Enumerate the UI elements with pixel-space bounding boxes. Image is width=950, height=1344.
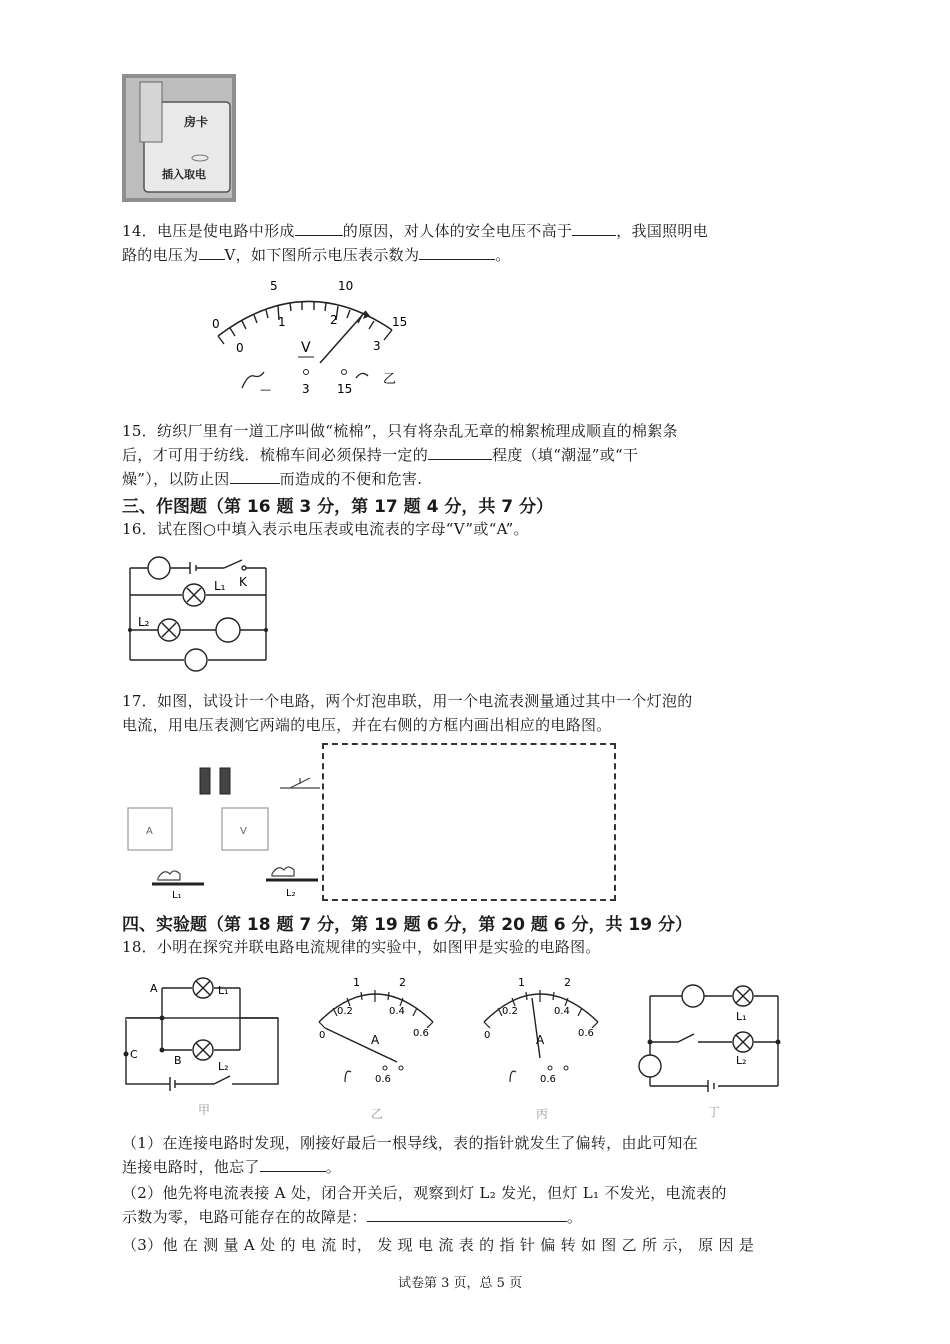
section4-title: 四、实验题（第 18 题 7 分，第 19 题 6 分，第 20 题 6 分，共 19 分） bbox=[122, 915, 692, 935]
voltmeter-pointer bbox=[320, 311, 366, 363]
q15-line3: 燥”），以防止因 而造成的不便和危害. bbox=[122, 470, 423, 488]
q18-p3-line1: （3）他 在 测 量 A 处 的 电 流 时， 发 现 电 流 表 的 指 针 偏 转 如 图 乙 所 示， 原 因 是 bbox=[122, 1236, 755, 1254]
q16-circuit bbox=[124, 550, 274, 670]
yi-outer-1: 1 bbox=[353, 976, 360, 989]
bing-caption: 丙 bbox=[536, 1107, 549, 1121]
terminal-15: 15 bbox=[337, 382, 353, 396]
yi-scale-02: 0.2 bbox=[337, 1006, 353, 1017]
bing-outer-1: 1 bbox=[518, 976, 525, 989]
q15-line2: 后，才可用于纺线．梳棉车间必须保持一定的 程度（填“潮湿”或“干 bbox=[122, 446, 639, 464]
q18-p1-line2: 连接电路时，他忘了 。 bbox=[122, 1158, 342, 1176]
q15-line1: 15．纺织厂里有一道工序叫做“梳棉”，只有将杂乱无章的棉絮梳理成顺直的棉絮条 bbox=[122, 422, 678, 440]
yi-scale-04: 0.4 bbox=[389, 1006, 405, 1017]
q15-blank-1[interactable] bbox=[428, 445, 492, 460]
ding-caption: 丁 bbox=[708, 1105, 721, 1119]
q14-line2: 路的电压为 V，如下图所示电压表示数为 。 bbox=[122, 246, 511, 264]
jia-label-l1: L₁ bbox=[218, 984, 229, 997]
bing-scale-0: 0 bbox=[484, 1030, 491, 1041]
terminal-negative: — bbox=[260, 383, 271, 396]
q18-p2-line2: 示数为零，电路可能存在的故障是： 。 bbox=[122, 1208, 583, 1226]
q18-intro: 18．小明在探究并联电路电流规律的实验中，如图甲是实验的电路图。 bbox=[122, 938, 601, 956]
terminal-3: 3 bbox=[302, 382, 310, 396]
bing-outer-2: 2 bbox=[564, 976, 571, 989]
v-bottom-tick-0: 0 bbox=[236, 341, 244, 355]
bing-symbol: A bbox=[536, 1033, 545, 1047]
room-card-photo bbox=[122, 74, 236, 202]
bing-scale-06: 0.6 bbox=[578, 1028, 594, 1039]
q17-ammeter-label: A bbox=[146, 826, 153, 837]
q14-line1: 14．电压是使电路中形成 的原因，对人体的安全电压不高于 ，我国照明电 bbox=[122, 222, 709, 240]
q17-line2: 电流，用电压表测它两端的电压，并在右侧的方框内画出相应的电路图。 bbox=[122, 716, 612, 734]
yi-pointer bbox=[325, 1028, 397, 1062]
yi-caption: 乙 bbox=[371, 1107, 384, 1121]
v-top-tick-15: 15 bbox=[392, 315, 408, 329]
q16-lamp2-label: L₂ bbox=[138, 615, 150, 629]
page-footer: 试卷第 3 页，总 5 页 bbox=[398, 1276, 523, 1291]
q17-lamp1-label: L₁ bbox=[172, 890, 182, 901]
yi-outer-2: 2 bbox=[399, 976, 406, 989]
voltmeter-fig-label: 乙 bbox=[383, 372, 397, 387]
q14-blank-3[interactable] bbox=[199, 245, 225, 260]
jia-label-c: C bbox=[130, 1048, 138, 1061]
q16-text: 16．试在图○中填入表示电压表或电流表的字母“V”或“A”。 bbox=[122, 520, 529, 538]
v-top-tick-5: 5 bbox=[270, 279, 278, 293]
q18-p2-blank[interactable] bbox=[367, 1207, 567, 1222]
q14-blank-2[interactable] bbox=[572, 221, 616, 236]
bing-pointer bbox=[532, 998, 540, 1058]
v-bottom-tick-3: 3 bbox=[373, 339, 381, 353]
bing-scale-02: 0.2 bbox=[502, 1006, 518, 1017]
section3-title: 三、作图题（第 16 题 3 分，第 17 题 4 分，共 7 分） bbox=[122, 497, 553, 517]
q17-lamp2-label: L₂ bbox=[286, 888, 296, 899]
q18-p1-line1: （1）在连接电路时发现，刚接好最后一根导线，表的指针就发生了偏转，由此可知在 bbox=[122, 1134, 698, 1152]
q16-lamp1-label: L₁ bbox=[214, 579, 226, 593]
q18-p2-line1: （2）他先将电流表接 A 处，闭合开关后，观察到灯 L₂ 发光，但灯 L₁ 不发光，电流表的 bbox=[122, 1184, 727, 1202]
v-top-tick-10: 10 bbox=[338, 279, 354, 293]
yi-scale-0: 0 bbox=[319, 1030, 326, 1041]
q15-blank-2[interactable] bbox=[230, 469, 280, 484]
bing-terminal: 0.6 bbox=[540, 1074, 556, 1085]
voltmeter-dial bbox=[180, 278, 430, 403]
power-slot-label: 插入取电 bbox=[162, 168, 206, 181]
q17-line1: 17．如图，试设计一个电路，两个灯泡串联，用一个电流表测量通过其中一个灯泡的 bbox=[122, 692, 693, 710]
jia-caption: 甲 bbox=[198, 1103, 211, 1117]
jia-label-l2: L₂ bbox=[218, 1060, 229, 1073]
q14-blank-4[interactable] bbox=[419, 245, 495, 260]
room-card-label: 房卡 bbox=[184, 115, 209, 129]
q18-fig-jia bbox=[122, 980, 284, 1116]
q18-p1-blank[interactable] bbox=[260, 1157, 326, 1172]
ding-label-l2: L₂ bbox=[736, 1054, 747, 1067]
q18-fig-bing bbox=[470, 972, 610, 1122]
q16-switch-label: K bbox=[239, 575, 247, 589]
q17-voltmeter-label: V bbox=[240, 826, 247, 837]
q17-answer-box[interactable] bbox=[322, 743, 616, 901]
q17-components bbox=[122, 758, 322, 901]
q18-fig-yi bbox=[305, 972, 445, 1122]
jia-label-a: A bbox=[150, 982, 158, 995]
q18-fig-ding bbox=[628, 984, 788, 1118]
v-top-tick-0: 0 bbox=[212, 317, 220, 331]
v-bottom-tick-2: 2 bbox=[330, 313, 338, 327]
yi-scale-06: 0.6 bbox=[413, 1028, 429, 1039]
ding-label-l1: L₁ bbox=[736, 1010, 747, 1023]
yi-symbol: A bbox=[371, 1033, 380, 1047]
v-bottom-tick-1: 1 bbox=[278, 315, 286, 329]
q14-blank-1[interactable] bbox=[295, 221, 343, 236]
jia-label-b: B bbox=[174, 1054, 182, 1067]
voltmeter-symbol: V bbox=[301, 340, 311, 356]
bing-scale-04: 0.4 bbox=[554, 1006, 570, 1017]
yi-terminal: 0.6 bbox=[375, 1074, 391, 1085]
